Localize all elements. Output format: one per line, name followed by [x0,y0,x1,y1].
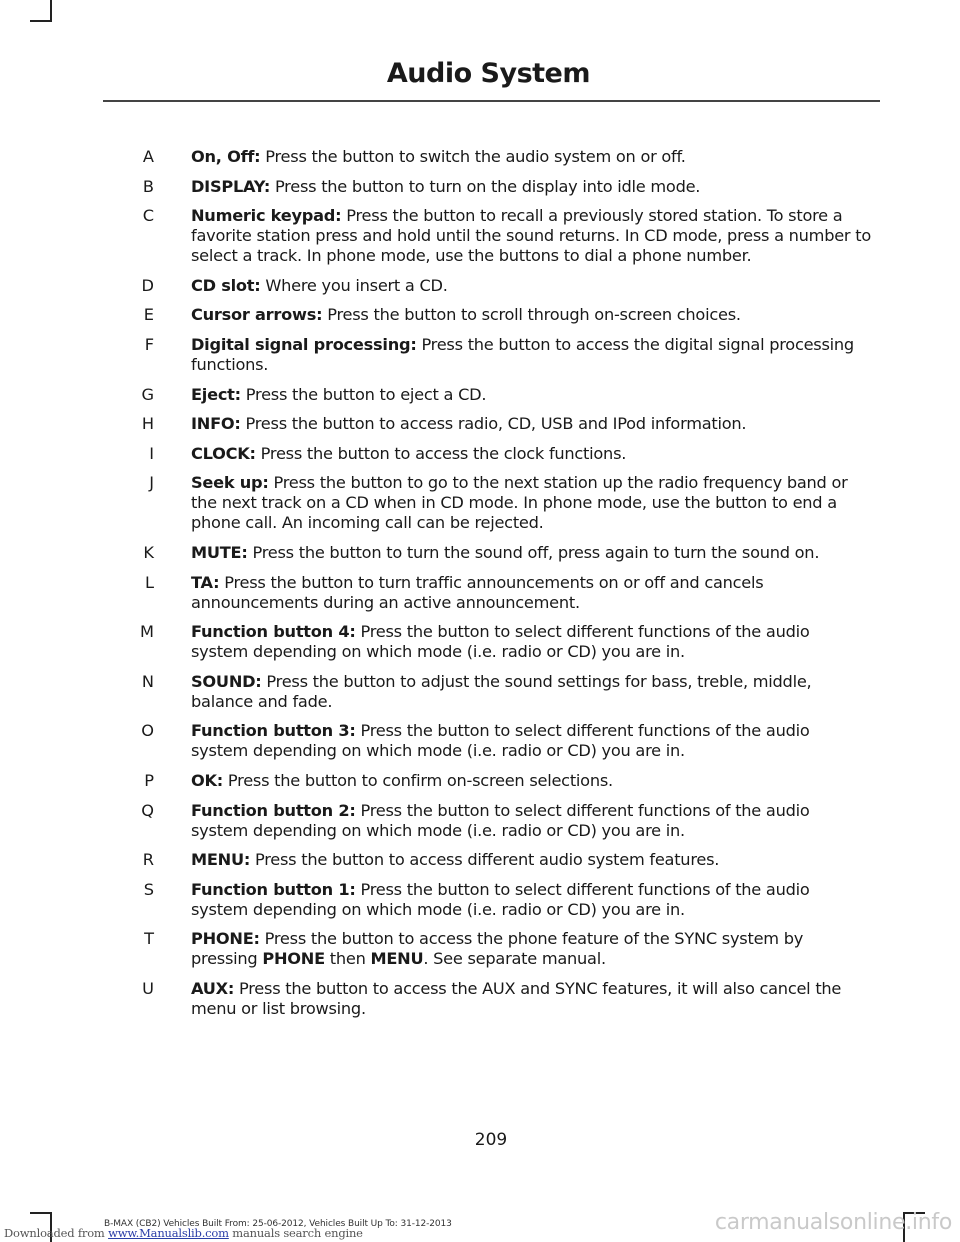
legend-item [0,929,960,969]
watermark: carmanualsonline.info [714,1210,952,1235]
legend-letter: G [141,384,154,404]
legend-description: DISPLAY: Press the button to turn on the display into idle mode. [191,176,701,196]
legend-term: Digital signal processing: [191,334,417,354]
legend-letter: Q [141,800,154,820]
legend-term: MENU: [191,850,251,870]
legend-letter: P [144,770,154,790]
legend-term: PHONE: [191,929,260,949]
legend-letter: T [144,929,154,949]
legend-item [0,573,960,613]
legend-description: Eject: Press the button to eject a CD. [191,384,487,404]
legend-term: Cursor arrows: [191,305,323,325]
legend-description: Cursor arrows: Press the button to scroll through on-screen choices. [191,305,741,325]
legend-letter: M [140,622,154,642]
legend-letter: E [143,305,154,325]
legend-term: On, Off: [191,147,261,166]
footer-vehicle-line: B-MAX (CB2) Vehicles Built From: 25-06-2012, Vehicles Built Up To: 31-12-2013 [104,1219,452,1229]
legend-description: Function button 3: Press the button to select different functions of the audio system depending on which mode (i.e. radio or CD) you are in. [191,721,810,761]
legend-description: Seek up: Press the button to go to the next station up the radio frequency band or the next track on a CD when in CD mode. In phone mode, use the button to end a phone call. An incoming call can be rejected. [191,473,848,533]
legend-description: TA: Press the button to turn traffic announcements on or off and cancels announcements during an active announcement. [191,572,764,612]
legend-item [0,721,960,761]
legend-term: TA: [191,572,220,592]
crop-mark-top-left-horizontal [30,20,52,22]
legend-item [0,880,960,920]
manualslib-link[interactable]: www.Manualslib.com [108,1226,229,1240]
legend-item [0,672,960,712]
page-title: Audio System [386,58,590,89]
legend-description: On, Off: Press the button to switch the audio system on or off. [191,147,686,166]
legend-letter: U [142,978,154,998]
legend-description: Function button 1: Press the button to select different functions of the audio system depending on which mode (i.e. radio or CD) you are in. [191,879,810,919]
legend-letter: D [141,275,154,295]
legend-description: MUTE: Press the button to turn the sound off, press again to turn the sound on. [191,542,820,562]
legend-description: Digital signal processing: Press the button to access the digital signal processing functions. [191,334,854,374]
legend-item [0,473,960,533]
legend-description: Function button 2: Press the button to select different functions of the audio system depending on which mode (i.e. radio or CD) you are in. [191,800,810,840]
download-notice: Downloaded from www.Manualslib.com manuals search engine [4,1226,363,1240]
legend-term: Function button 3: [191,721,356,741]
legend-description: OK: Press the button to confirm on-screen selections. [191,770,613,790]
legend-item [0,771,960,791]
legend-term: SOUND: [191,671,262,691]
legend-description: CD slot: Where you insert a CD. [191,275,448,295]
legend-description: Numeric keypad: Press the button to recall a previously stored station. To store a favorite station press and hold until the sound returns. In CD mode, press a number to select a track. In phone mode, use the buttons to dial a phone number. [191,206,871,266]
legend-term: CD slot: [191,275,261,295]
legend-description: AUX: Press the button to access the AUX and SYNC features, it will also cancel the menu or list browsing. [191,978,842,1018]
legend-letter: A [142,147,154,166]
legend-letter: H [141,414,154,434]
legend-item [0,147,960,167]
page-number: 209 [474,1130,508,1150]
legend-term: DISPLAY: [191,176,271,196]
legend-letter: L [144,572,154,592]
legend-term: CLOCK: [191,443,256,463]
legend-term: AUX: [191,978,235,998]
legend-term: Function button 2: [191,800,356,820]
legend-letter: J [149,473,154,493]
legend-item [0,414,960,434]
legend-term: MUTE: [191,542,248,562]
legend-term-inline: PHONE [262,949,325,969]
legend-item [0,850,960,870]
crop-mark-top-left-vertical [50,0,52,22]
legend-letter: S [143,879,154,899]
legend-letter: I [149,443,154,463]
legend-item [0,206,960,266]
legend-item [0,444,960,464]
legend-letter: C [142,206,154,226]
crop-mark-bottom-left-horizontal [30,1212,52,1214]
legend-term: INFO: [191,414,241,434]
legend-item [0,622,960,662]
legend-item [0,979,960,1019]
legend-description: SOUND: Press the button to adjust the sound settings for bass, treble, middle, balance and fade. [191,671,812,711]
legend-letter: B [142,176,154,196]
legend-letter: N [141,671,154,691]
legend-item [0,335,960,375]
legend-item [0,276,960,296]
legend-item [0,801,960,841]
legend-letter: F [144,334,154,354]
legend-item [0,385,960,405]
legend-term: Eject: [191,384,241,404]
legend-description: CLOCK: Press the button to access the clock functions. [191,443,627,463]
legend-description: INFO: Press the button to access radio, CD, USB and IPod information. [191,414,747,434]
legend-term: OK: [191,770,224,790]
legend-term-inline: MENU [370,949,424,969]
legend-description: MENU: Press the button to access different audio system features. [191,850,720,870]
legend-letter: R [142,850,154,870]
legend-term: Function button 4: [191,622,356,642]
legend-item [0,305,960,325]
legend-description: Function button 4: Press the button to select different functions of the audio system depending on which mode (i.e. radio or CD) you are in. [191,622,810,662]
legend-letter: K [143,542,154,562]
legend-term: Seek up: [191,473,269,493]
header-divider [103,100,880,102]
legend-term: Numeric keypad: [191,206,342,226]
legend-description: PHONE: Press the button to access the phone feature of the SYNC system by pressing PHONE then MENU. See separate manual. [191,929,804,969]
legend-term: Function button 1: [191,879,356,899]
legend-letter: O [141,721,154,741]
legend-item [0,177,960,197]
legend-list [0,147,960,1028]
legend-item [0,543,960,563]
